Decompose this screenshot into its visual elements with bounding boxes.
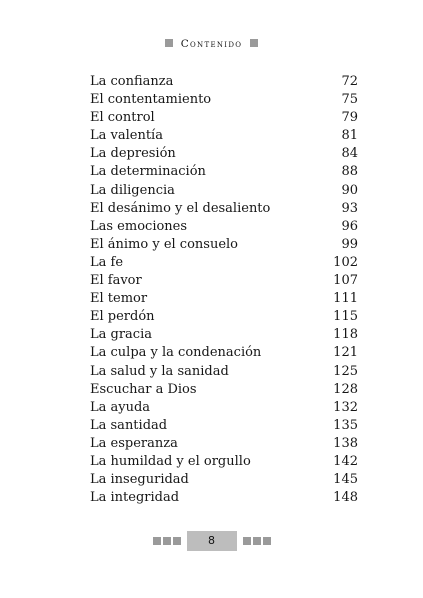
toc-entry [90,453,358,471]
toc-entry [90,200,358,218]
ornament-blocks-left [153,537,181,545]
toc-entry [90,489,358,507]
ornament-block [163,537,171,545]
toc-entry [90,182,358,200]
toc-entry-page: 88 [341,164,358,180]
toc-entry-page: 81 [341,128,358,144]
toc-entry-title: El perdón [90,309,155,325]
toc-entry-page: 96 [341,218,358,234]
toc-entry [90,272,358,290]
toc-entry-page: 142 [333,453,358,469]
ornament-block [153,537,161,545]
ornament-block [253,537,261,545]
toc-entry-page: 99 [341,236,358,252]
ornament-blocks-right [243,537,271,545]
toc-entry-page: 75 [341,92,358,108]
toc-entry-page: 118 [333,327,358,343]
toc-entry-title: Escuchar a Dios [90,381,197,397]
toc-entry-title: El desánimo y el desaliento [90,200,271,216]
toc-entry [90,236,358,254]
toc-entry-title: La integridad [90,490,180,506]
toc-entry-title: La ayuda [90,399,151,415]
toc-entry-title: La salud y la sanidad [90,363,229,379]
toc-entry [90,145,358,163]
toc-entry-page: 102 [333,254,358,270]
toc-entry-page: 145 [333,472,358,488]
toc-entry-page: 138 [333,435,358,451]
toc-entry-page: 107 [333,273,358,289]
toc-entry-title: El temor [90,291,148,307]
toc-entry-title: La santidad [90,417,168,433]
ornament-block [173,537,181,545]
toc-entry-page: 148 [333,490,358,506]
toc-entry-title: El contentamiento [90,92,212,108]
toc-entry [90,254,358,272]
toc-entry [90,308,358,326]
toc-entry-title: El favor [90,273,142,289]
toc-entry-title: La confianza [90,74,174,89]
toc-entry [90,399,358,417]
running-head-title: Contenido [180,38,243,50]
toc-entry-page: 90 [341,182,358,198]
toc-entry-page: 135 [333,417,358,433]
toc-entry [90,290,358,308]
ornament-block [263,537,271,545]
toc-entry [90,127,358,145]
page-footer [0,531,423,551]
toc-entry-title: La esperanza [90,435,178,451]
toc-entry-title: La depresión [90,146,176,162]
ornament-block [243,537,251,545]
toc-entry-page: 111 [333,291,358,307]
toc-entry-title: La determinación [90,164,206,180]
table-of-contents [90,73,358,507]
toc-entry-title: La humildad y el orgullo [90,453,251,469]
running-head [0,38,423,50]
toc-entry-title: La fe [90,254,124,270]
toc-entry [90,381,358,399]
toc-entry-page: 115 [333,309,358,325]
toc-entry [90,218,358,236]
toc-entry [90,163,358,181]
toc-entry-title: Las emociones [90,218,188,234]
toc-entry [90,363,358,381]
toc-entry-page: 125 [333,363,358,379]
toc-entry [90,326,358,344]
toc-entry [90,435,358,453]
toc-entry-title: La culpa y la condenación [90,345,262,361]
toc-entry-page: 132 [333,399,358,415]
toc-entry-page: 84 [341,146,358,162]
toc-entry [90,344,358,362]
toc-entry-title: La diligencia [90,182,175,198]
toc-entry-title: El ánimo y el consuelo [90,236,239,252]
toc-entry-page: 79 [341,110,358,126]
toc-entry-title: El control [90,110,155,126]
page-number: 8 [187,531,237,551]
toc-entry-page: 72 [341,74,358,89]
ornament-square-left [165,39,173,47]
toc-entry-page: 93 [341,200,358,216]
toc-entry-title: La valentía [90,128,163,144]
toc-entry [90,73,358,91]
toc-entry-page: 121 [333,345,358,361]
toc-entry [90,417,358,435]
toc-entry-title: La gracia [90,327,152,343]
toc-entry [90,471,358,489]
toc-entry-title: La inseguridad [90,472,189,488]
toc-entry [90,91,358,109]
ornament-square-right [250,39,258,47]
toc-entry-page: 128 [333,381,358,397]
toc-entry [90,109,358,127]
